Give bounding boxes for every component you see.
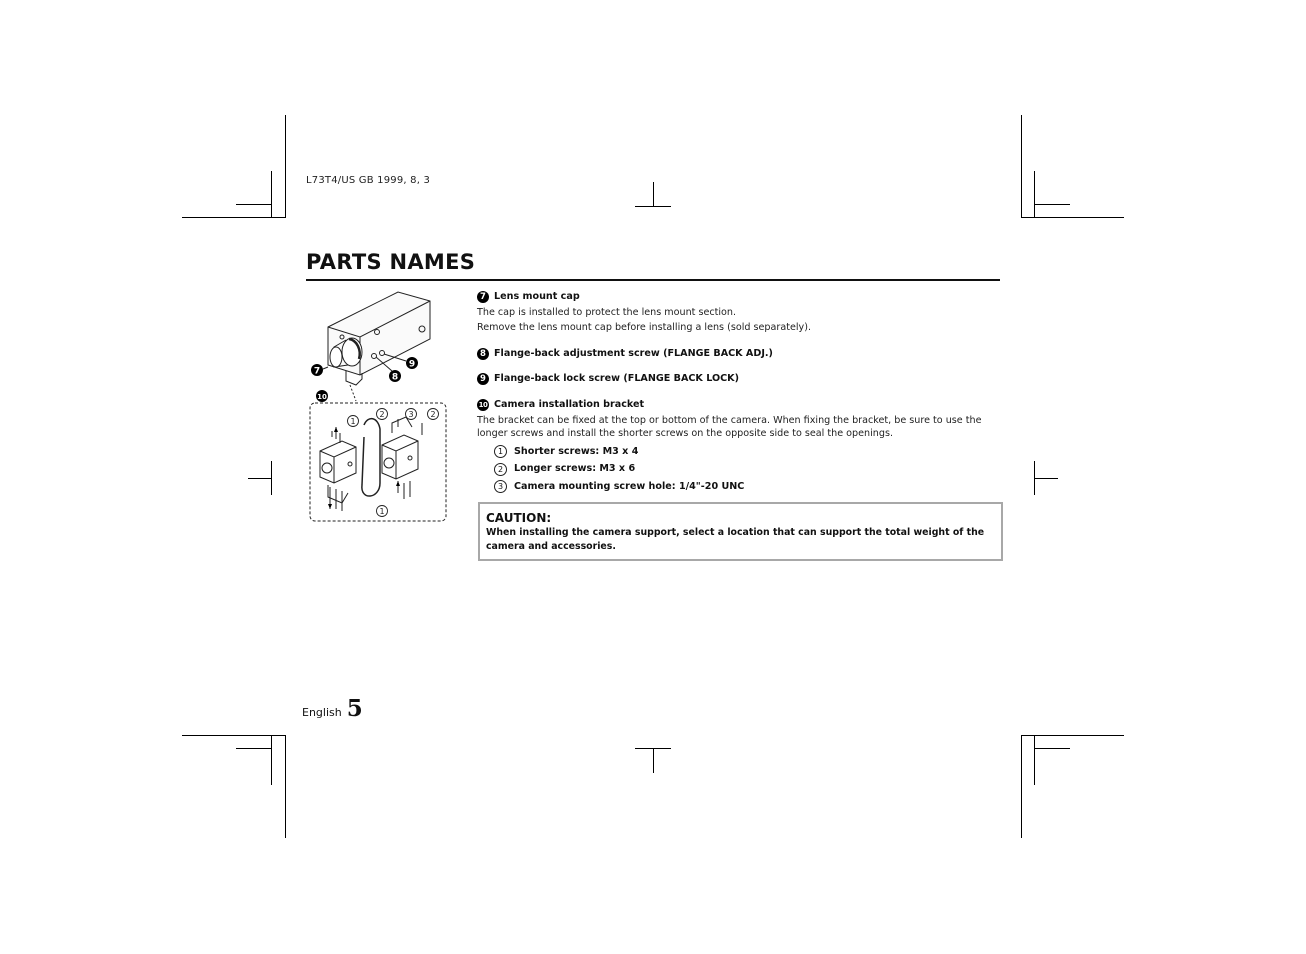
camera-diagram (306, 287, 452, 527)
sub-callout-label: 3 (408, 410, 414, 419)
page-number: 5 (346, 695, 363, 722)
list-item (494, 480, 999, 494)
callout-8-label: 8 (391, 372, 399, 383)
page-title: PARTS NAMES (306, 250, 476, 274)
callout-10-label: 10 (317, 393, 327, 401)
camera-illustration (306, 287, 452, 527)
sub-item-text: Longer screws: M3 x 6 (514, 463, 636, 475)
part-number-badge: 9 (477, 373, 489, 385)
document-code: L73T4/US GB 1999, 8, 3 (306, 175, 431, 186)
callout-9-label: 9 (408, 359, 416, 370)
part-heading: Flange-back lock screw (FLANGE BACK LOCK) (494, 373, 739, 385)
part-description-line: The cap is installed to protect the lens mount section. (477, 306, 737, 318)
sub-number: 3 (494, 480, 507, 493)
part-number-badge: 10 (478, 400, 488, 409)
part-item-flange-back-lock (477, 372, 999, 386)
sub-number: 2 (494, 463, 507, 476)
sub-item-text: Camera mounting screw hole: 1/4"-20 UNC (514, 481, 745, 493)
part-item-installation-bracket (477, 398, 999, 494)
sub-callout-label: 2 (379, 410, 385, 419)
part-item-flange-back-adj (477, 347, 999, 361)
sub-item-text: Shorter screws: M3 x 4 (514, 445, 639, 457)
list-item (494, 462, 999, 476)
page-footer (302, 695, 363, 722)
sub-callout-label: 2 (430, 410, 436, 419)
part-heading: Flange-back adjustment screw (FLANGE BACK ADJ.) (494, 347, 773, 359)
part-description-line: Remove the lens mount cap before installing a lens (sold separately). (477, 322, 812, 334)
callout-7-label: 7 (313, 366, 321, 377)
caution-box (478, 502, 1003, 561)
sub-callout-label: 1 (379, 507, 385, 516)
part-item-lens-mount-cap (477, 290, 999, 335)
list-item (494, 445, 999, 459)
sub-callout-label: 1 (350, 417, 356, 426)
part-number-badge: 8 (477, 348, 489, 360)
part-description-text: The bracket can be fixed at the top or bottom of the camera. When fixing the bracket, be sure to use the longer screws and install the shorter screws on the opposite side to seal the openings. (477, 414, 982, 440)
sub-number: 1 (494, 445, 507, 458)
caution-text: When installing the camera support, select a location that can support the total weight of the camera and accessories. (486, 527, 985, 552)
part-number-badge: 7 (477, 291, 489, 303)
screw-list (494, 445, 999, 494)
footer-language: English (302, 706, 342, 719)
parts-description (477, 290, 999, 502)
part-heading: Lens mount cap (494, 291, 580, 302)
part-heading: Camera installation bracket (494, 399, 645, 411)
caution-title: CAUTION: (486, 511, 552, 525)
title-rule (306, 279, 1000, 281)
